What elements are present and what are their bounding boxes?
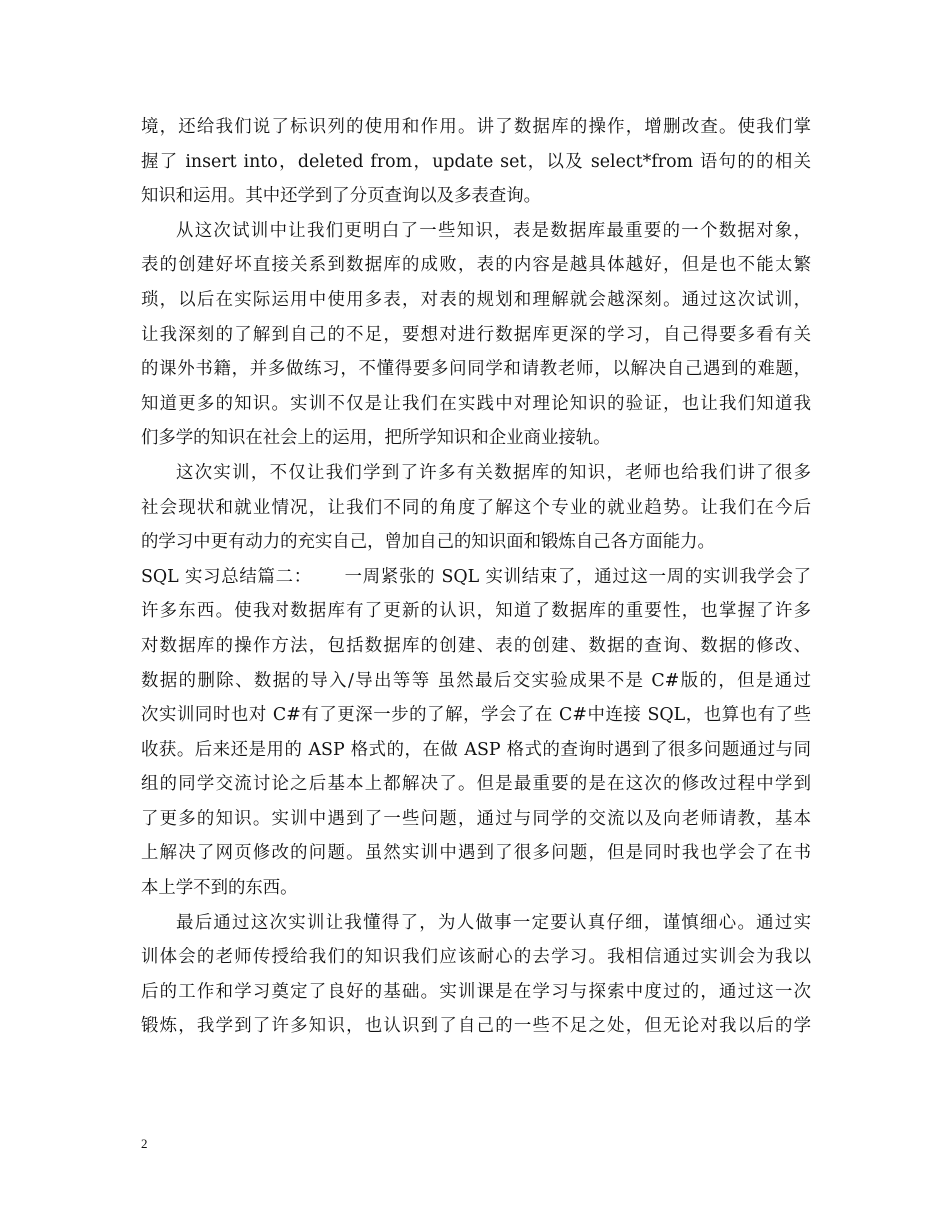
text-line-16: 对数据库的操作方法，包括数据库的创建、表的创建、数据的查询、数据的修改、: [141, 635, 811, 656]
body-text: [141, 110, 811, 1044]
text-line-5: 表的创建好坏直接关系到数据库的成败，表的内容是越具体越好，但是也不能太繁: [141, 255, 811, 276]
text-line-11: 这次实训，不仅让我们学到了许多有关数据库的知识，老师也给我们讲了很多: [176, 462, 811, 483]
text-line-1: 境，还给我们说了标识列的使用和作用。讲了数据库的操作，增删改查。使我们掌: [141, 117, 811, 137]
page-number: 2: [141, 1136, 148, 1151]
text-line-24: 最后通过这次实训让我懂得了，为人做事一定要认真仔细，谨慎细心。通过实: [176, 912, 811, 933]
text-line-7: 让我深刻的了解到自己的不足，要想对进行数据库更深的学习，自己得要多看有关: [141, 324, 811, 345]
text-line-9: 知道更多的知识。实训不仅是让我们在实践中对理论知识的验证，也让我们知道我: [141, 393, 811, 414]
text-line-6: 琐，以后在实际运用中使用多表，对表的规划和理解就会越深刻。通过这次试训，: [141, 289, 811, 310]
text-line-20: 组的同学交流讨论之后基本上都解决了。但是最重要的是在这次的修改过程中学到: [141, 774, 811, 795]
text-line-14: [141, 560, 811, 595]
text-line-27: 锻炼，我学到了许多知识，也认识到了自己的一些不足之处，但无论对我以后的学: [141, 1016, 811, 1037]
text-line-3: 知识和运用。其中还学到了分页查询以及多表查询。: [141, 186, 541, 207]
text-line-12: 社会现状和就业情况，让我们不同的角度了解这个专业的就业趋势。让我们在今后: [141, 497, 811, 518]
text-line-17: 数据的删除、数据的导入/导出等等 虽然最后交实验成果不是 C#版的，但是通过: [141, 670, 811, 691]
text-line-23: 本上学不到的东西。: [141, 878, 298, 899]
section-first-line: 一周紧张的 SQL 实训结束了，通过这一周的实训我学会了: [343, 566, 811, 587]
text-line-4: 从这次试训中让我们更明白了一些知识，表是数据库最重要的一个数据对象，: [176, 220, 811, 241]
text-line-10: 们多学的知识在社会上的运用，把所学知识和企业商业接轨。: [141, 428, 611, 449]
text-line-25: 训体会的老师传授给我们的知识我们应该耐心的去学习。我相信通过实训会为我以: [141, 947, 811, 968]
text-line-26: 后的工作和学习奠定了良好的基础。实训课是在学习与探索中度过的，通过这一次: [141, 981, 811, 1002]
text-line-15: 许多东西。使我对数据库有了更新的认识，知道了数据库的重要性，也掌握了许多: [141, 601, 811, 622]
text-line-2: 握了 insert into，deleted from，update set，以及 select*from 语句的的相关: [141, 151, 811, 172]
text-line-19: 收获。后来还是用的 ASP 格式的，在做 ASP 格式的查询时遇到了很多问题通过与同: [141, 739, 811, 760]
text-line-21: 了更多的知识。实训中遇到了一些问题，通过与同学的交流以及向老师请教，基本: [141, 808, 811, 829]
section-heading: SQL 实习总结篇二：: [141, 566, 312, 587]
text-line-22: 上解决了网页修改的问题。虽然实训中遇到了很多问题，但是同时我也学会了在书: [141, 843, 811, 864]
text-line-8: 的课外书籍，并多做练习，不懂得要多问同学和请教老师，以解决自己遇到的难题，: [141, 359, 811, 380]
text-line-13: 的学习中更有动力的充实自己，曾加自己的知识面和锻炼自己各方面能力。: [141, 532, 715, 553]
text-line-18: 次实训同时也对 C#有了更深一步的了解，学会了在 C#中连接 SQL，也算也有了些: [141, 705, 811, 726]
